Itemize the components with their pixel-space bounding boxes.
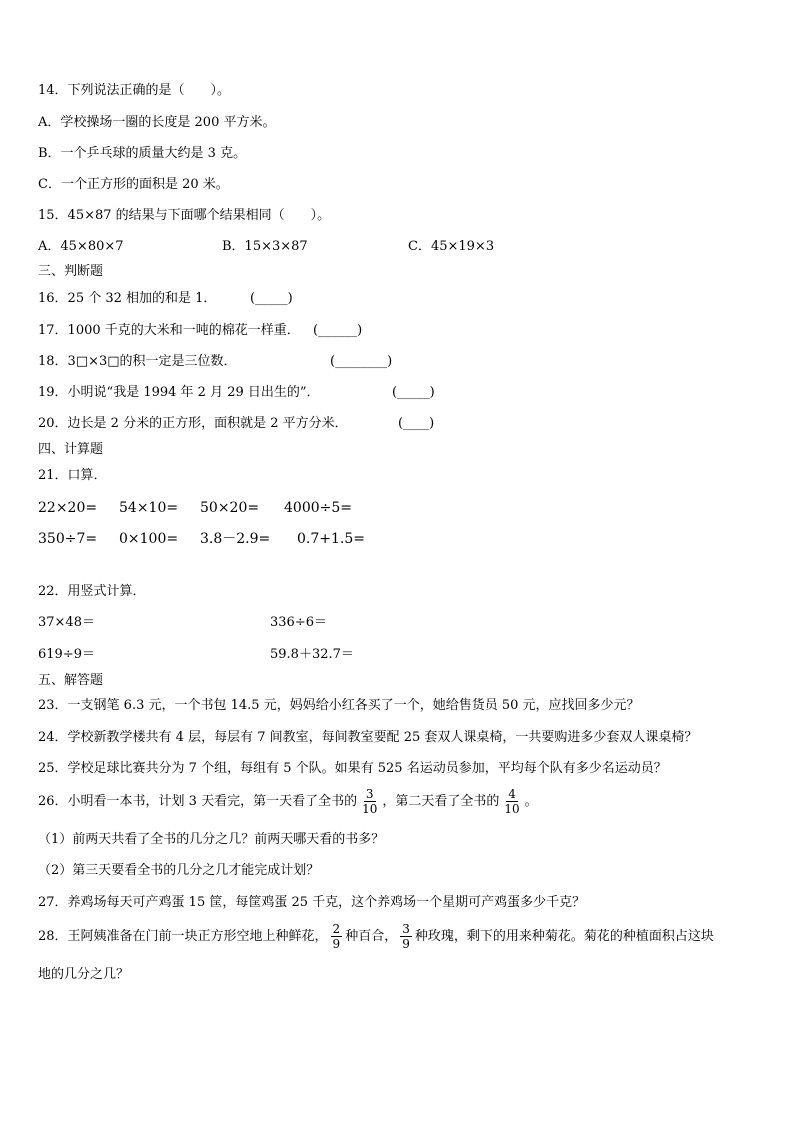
section-3-title: 三、判断题 [38,264,104,279]
q17-answer-blank: (______) [313,323,363,338]
q15-option-c: C．45×19×3 [408,239,495,254]
q20-text: 20．边长是 2 分米的正方形，面积就是 2 平方分米． [38,416,348,431]
q28-text [38,921,714,953]
section-5-title: 五、解答题 [38,673,104,688]
q25-text: 25．学校足球比赛共分为 7 个组，每组有 5 个队。如果有 525 名运动员参加，平均每个队有多少名运动员？ [38,761,667,776]
q21-item: 4000÷5= [284,500,352,516]
q28-text-cont: 地的几分之几？ [38,967,130,982]
fraction: $\frac{3}{10}$ [362,787,378,816]
q22-item: 336÷6＝ [270,615,327,630]
q26-part: ，第二天看了全书的 [382,794,500,809]
q26-text [38,786,538,818]
q21-title: 21．口算． [38,468,107,483]
q21-item: 22×20= [38,500,98,516]
q15-stem: 15．45×87 的结果与下面哪个结果相同（ ）。 [38,208,331,223]
q21-item: 54×10= [119,500,179,516]
q28-part: 种玫瑰，剩下的用来种菊花。菊花的种植面积占这块 [414,929,714,944]
q14-option-c: C．一个正方形的面积是 20 米。 [38,177,229,192]
q21-item: 50×20= [200,500,260,516]
fraction: $\frac{4}{10}$ [504,787,520,816]
q27-text: 27．养鸡场每天可产鸡蛋 15 筐，每筐鸡蛋 25 千克，这个养鸡场一个星期可产鸡蛋多少千克？ [38,895,586,910]
q15-option-a: A．45×80×7 [38,239,124,254]
q14-stem: 14．下列说法正确的是（ ）。 [38,83,231,98]
fraction: $\frac{3}{9}$ [402,922,410,951]
q21-item: 0.7+1.5= [297,531,365,547]
q22-item: 619÷9＝ [38,647,95,662]
q19-text: 19．小明说“我是 1994 年 2 月 29 日出生的”． [38,385,320,400]
section-4-title: 四、计算题 [38,442,104,457]
q15-option-b: B．15×3×87 [222,239,308,254]
q22-title: 22．用竖式计算． [38,584,146,599]
q26-part: 26．小明看一本书，计划 3 天看完，第一天看了全书的 [38,794,358,809]
q21-item: 0×100= [119,531,179,547]
q21-item: 350÷7= [38,531,98,547]
q20-answer-blank: (____) [398,416,435,431]
q22-item: 59.8＋32.7＝ [270,647,354,662]
q21-item: 3.8－2.9= [200,531,271,547]
fraction: $\frac{2}{9}$ [332,922,341,951]
q28-part: 28．王阿姨准备在门前一块正方形空地上种鲜花， [38,929,328,944]
q14-option-b: B．一个乒乓球的质量大约是 3 克。 [38,146,247,161]
q19-answer-blank: (_____) [392,385,435,400]
q24-text: 24．学校新教学楼共有 4 层，每层有 7 间教室，每间教室要配 25 套双人课桌椅，一共要购进多少套双人课桌椅？ [38,730,698,745]
q18-answer-blank: (________) [330,354,393,369]
q17-text: 17．1000 千克的大米和一吨的棉花一样重． [38,323,300,338]
q22-item: 37×48＝ [38,615,95,630]
q14-option-a: A．学校操场一圈的长度是 200 平方米。 [38,115,276,130]
q26-part: 。 [524,794,538,809]
q23-text: 23．一支钢笔 6.3 元，一个书包 14.5 元，妈妈给小红各买了一个，她给售货员 50 元，应找回多少元？ [38,698,640,713]
q26-sub-1: （1）前两天共看了全书的几分之几？前两天哪天看的书多？ [38,832,385,847]
q26-sub-2: （2）第三天要看全书的几分之几才能完成计划？ [38,863,320,878]
q18-text: 18．3□×3□的积一定是三位数． [38,354,237,369]
q16-text: 16．25 个 32 相加的和是 1． [38,291,217,306]
q16-answer-blank: (_____) [250,291,293,306]
q28-part: 种百合， [345,929,398,944]
